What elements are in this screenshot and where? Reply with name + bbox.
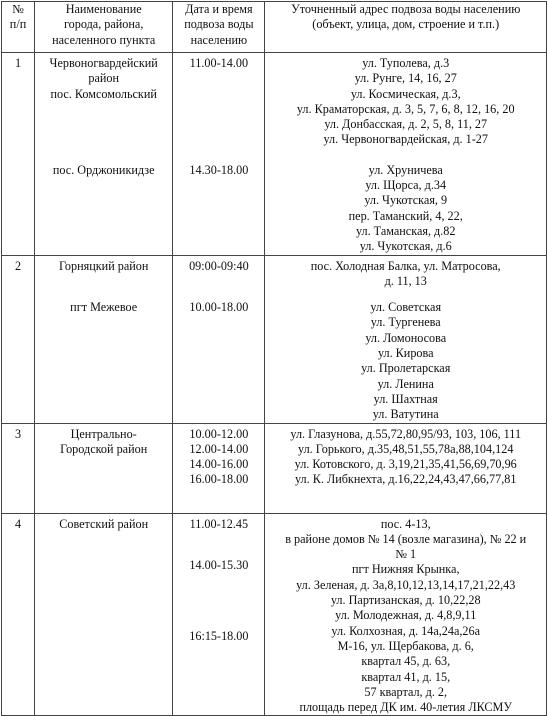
row-addresses: пос. 4-13, в районе домов № 14 (возле магазина), № 22 и № 1 пгт Нижняя Крынка, ул. Зеленая, д. 3а,8,10,12,13,14,17,21,22,43 ул. Партизанская, д. 10,22,28 ул. Молодежная, д. 4,8,9,11 ул. Колхозная, д. 14а,24а,26а М-16, ул. Щербакова, д. 6, квартал 45, д. 63, квартал 41, д. 15, 57 квартал, д. 2, площадь перед ДК им. 40-летия ЛКСМУ xyxy=(265,513,547,716)
row-time: 09:00-09:40 10.00-18.00 xyxy=(173,255,265,423)
row-locality: Центрально- Городской район xyxy=(35,423,173,513)
row-locality: Советский район xyxy=(35,513,173,716)
row-locality: Червоногвардейский район пос. Комсомольский пос. Орджоникидзе xyxy=(35,53,173,256)
header-number: № п/п xyxy=(2,2,35,53)
header-time: Дата и время подвоза воды населению xyxy=(173,2,265,53)
row-number: 1 xyxy=(2,53,35,256)
table-row xyxy=(2,423,547,513)
table-row xyxy=(2,255,547,423)
row-time: 11.00-12.45 14.00-15.30 16:15-18.00 xyxy=(173,513,265,716)
row-number: 2 xyxy=(2,255,35,423)
table-row xyxy=(2,513,547,716)
header-row xyxy=(2,2,547,53)
row-addresses: пос. Холодная Балка, ул. Матросова, д. 11, 13 ул. Советская ул. Тургенева ул. Ломоносова ул. Кирова ул. Пролетарская ул. Ленина ул. Шахтная ул. Ватутина xyxy=(265,255,547,423)
header-locality: Наименование города, района, населенного пункта xyxy=(35,2,173,53)
header-address: Уточненный адрес подвоза воды населению (объект, улица, дом, строение и т.п.) xyxy=(265,2,547,53)
row-addresses: ул. Глазунова, д.55,72,80,95/93, 103, 106, 111 ул. Горького, д.35,48,51,55,78а,88,104,124 ул. Котовского, д. 3,19,21,35,41,56,69,70,96 ул. К. Либкнехта, д.16,22,24,43,47,66,77,81 xyxy=(265,423,547,513)
row-time: 11.00-14.00 14.30-18.00 xyxy=(173,53,265,256)
table-row xyxy=(2,53,547,256)
water-delivery-schedule xyxy=(0,1,548,715)
row-addresses: ул. Туполева, д.3 ул. Рунге, 14, 16, 27 ул. Космическая, д.3, ул. Краматорская, д. 3, 5, 7, 6, 8, 12, 16, 20 ул. Донбасская, д. 2, 5, 8, 11, 27 ул. Червоногвардейская, д. 1-27 ул. Хруничева ул. Щорса, д.34 ул. Чукотская, 9 пер. Таманский, 4, 22, ул. Таманская, д.82 ул. Чукотская, д.6 xyxy=(265,53,547,256)
row-locality: Горняцкий район пгт Межевое xyxy=(35,255,173,423)
row-time: 10.00-12.00 12.00-14.00 14.00-16.00 16.00-18.00 xyxy=(173,423,265,513)
row-number: 4 xyxy=(2,513,35,716)
schedule-table xyxy=(1,1,547,716)
row-number: 3 xyxy=(2,423,35,513)
